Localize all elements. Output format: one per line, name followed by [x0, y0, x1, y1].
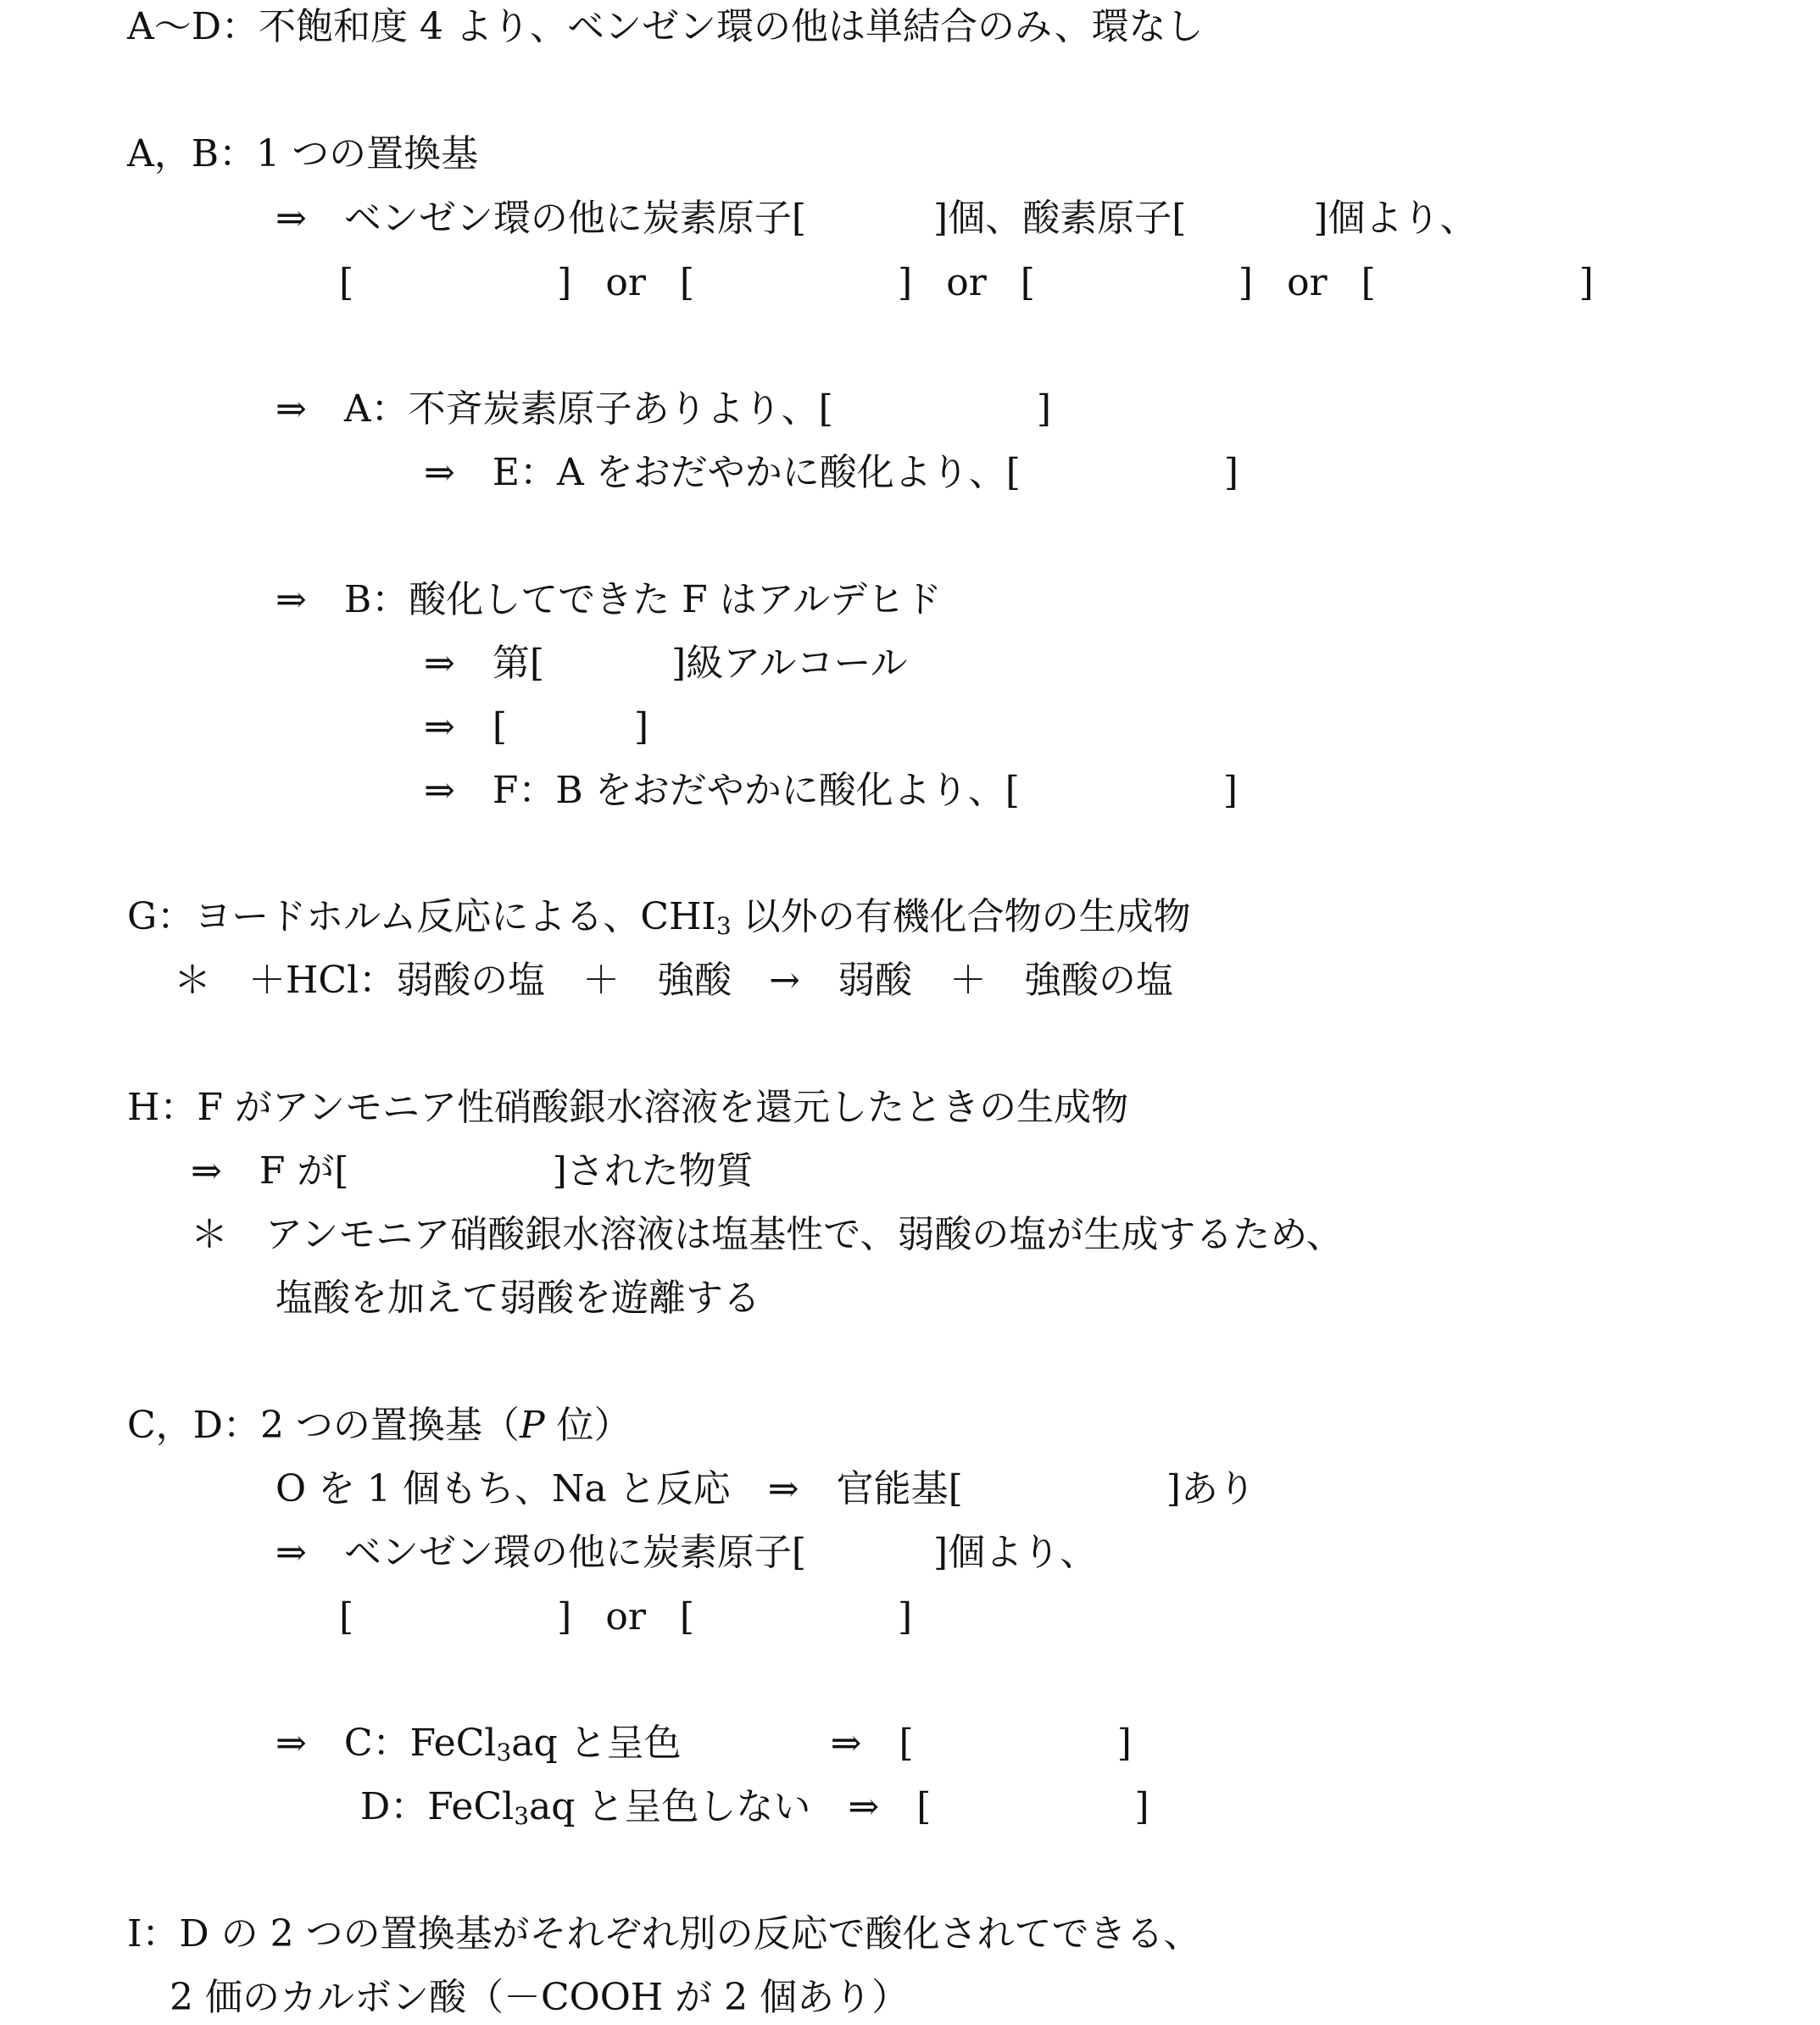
i-oxidation-line: I：D の 2 つの置換基がそれぞれ別の反応で酸化されてできる、	[127, 1912, 1201, 1955]
d-fecl3-line: D：FeCl$_3$aq と呈色しない ⇒ [ ]	[360, 1785, 1149, 1830]
heading-c-d: C，D：2 つの置換基（P 位）	[127, 1404, 632, 1447]
f-oxidation-line: ⇒ F：B をおだやかに酸化より、[ ]	[424, 769, 1238, 812]
cd-carbon-count-line: ⇒ ベンゼン環の他に炭素原子[ ]個より、	[276, 1531, 1098, 1574]
cd-structure-options-line: [ ] or [ ]	[339, 1595, 913, 1638]
g-hcl-note-line: ＊ ＋HCl：弱酸の塩 ＋ 強酸 → 弱酸 ＋ 強酸の塩	[174, 959, 1173, 1002]
b-aldehyde-line: ⇒ B：酸化してできた F はアルデヒド	[276, 578, 942, 621]
e-oxidation-line: ⇒ E：A をおだやかに酸化より、[ ]	[424, 451, 1239, 494]
h-note-line-2: 塩酸を加えて弱酸を遊離する	[276, 1277, 760, 1320]
i-dicarboxylic-line: 2 価のカルボン酸（－COOH が 2 個あり）	[170, 1976, 910, 2019]
h-note-line-1: ＊ アンモニア硝酸銀水溶液は塩基性で、弱酸の塩が生成するため、	[191, 1213, 1344, 1256]
cd-functional-group-line: O を 1 個もち、Na と反応 ⇒ 官能基[ ]あり	[276, 1467, 1255, 1510]
b-alcohol-class-line: ⇒ 第[ ]級アルコール	[424, 642, 908, 685]
c-fecl3-line: ⇒ C：FeCl$_3$aq と呈色 ⇒ [ ]	[276, 1722, 1132, 1766]
ab-carbon-oxygen-count-line: ⇒ ベンゼン環の他に炭素原子[ ]個、酸素原子[ ]個より、	[276, 197, 1478, 240]
ab-structure-options-line: [ ] or [ ] or [ ] or [ ]	[339, 261, 1594, 304]
h-silver-mirror-line: H：F がアンモニア性硝酸銀水溶液を還元したときの生成物	[127, 1086, 1129, 1129]
heading-a-d: A～D：不飽和度 4 より、ベンゼン環の他は単結合のみ、環なし	[127, 5, 1204, 48]
b-structure-line: ⇒ [ ]	[424, 705, 649, 748]
g-iodoform-line: G：ヨードホルム反応による、$CHI_3$ 以外の有機化合物の生成物	[127, 895, 1191, 940]
a-asymmetric-carbon-line: ⇒ A：不斉炭素原子ありより、[ ]	[276, 387, 1051, 431]
h-f-reaction-line: ⇒ F が[ ]された物質	[191, 1149, 754, 1193]
heading-a-b: A，B：1 つの置換基	[127, 132, 479, 175]
